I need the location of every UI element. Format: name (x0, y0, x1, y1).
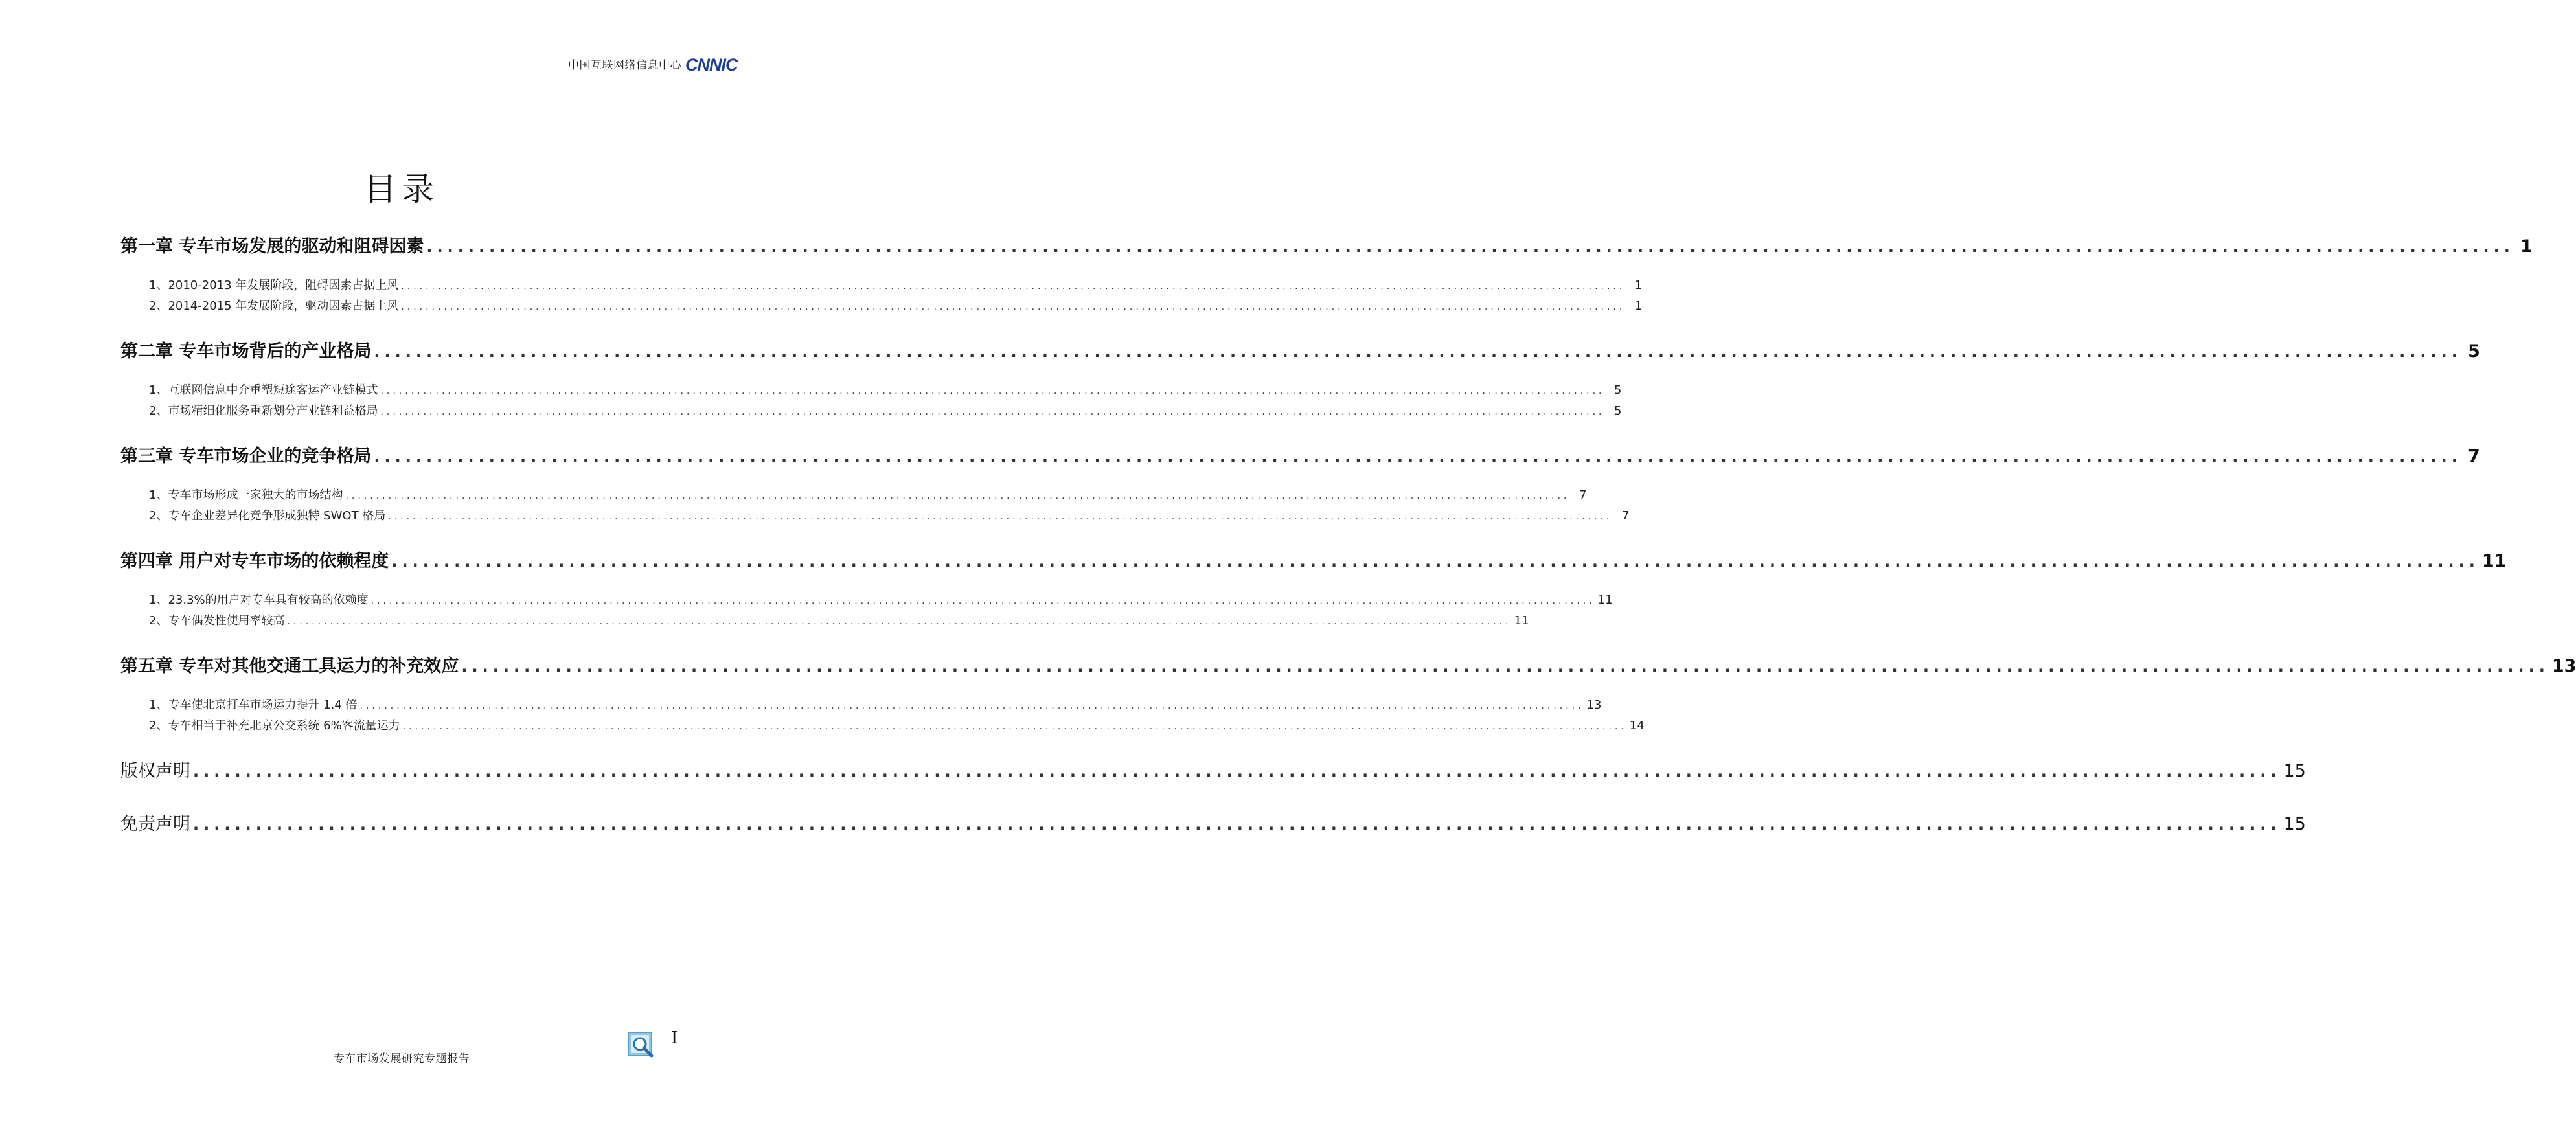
toc-dot-leader: ........................................................................................................................................................................................................ (401, 281, 1626, 291)
footer-report-title: 专车市场发展研究专题报告 (334, 1052, 470, 1065)
toc-dot-leader: ........................................................................................................................................................................................................ (388, 512, 1613, 522)
toc-page-number: 1 (1634, 299, 1643, 313)
toc-dot-leader: ........................................................................................................................................................................................................ (374, 343, 2462, 361)
toc-dot-leader: ........................................................................................................................................................................................................ (345, 491, 1570, 501)
toc-page-number: 11 (1514, 614, 1529, 628)
toc-section-entry[interactable] (149, 591, 1613, 608)
header-organization: 中国互联网络信息中心 (568, 59, 681, 72)
toc-entry-label: 版权声明 (120, 761, 190, 781)
toc-dot-leader: ........................................................................................................................................................................................................ (391, 552, 2479, 571)
toc-section-entry[interactable] (149, 276, 1643, 293)
toc-entry-label: 2、专车企业差异化竞争形成独特 SWOT 格局 (149, 509, 386, 523)
toc-page-number: 5 (1614, 383, 1622, 397)
toc-page-number: 7 (2468, 446, 2480, 466)
toc-dot-leader: ........................................................................................................................................................................................................ (359, 701, 1584, 711)
page-number: I (671, 1028, 678, 1048)
cnnic-logo (685, 56, 749, 73)
toc-entry-label: 第五章 专车对其他交通工具运力的补充效应 (120, 656, 459, 676)
toc-entry-label: 1、专车市场形成一家独大的市场结构 (149, 488, 343, 502)
toc-entry-label: 第三章 专车市场企业的竞争格局 (120, 446, 372, 466)
cnnic-logo-text: CNNIC (685, 55, 738, 74)
toc-dot-leader: ........................................................................................................................................................................................................ (370, 596, 1595, 606)
toc-dot-leader: ........................................................................................................................................................................................................ (193, 762, 2281, 780)
toc-dot-leader: ........................................................................................................................................................................................................ (401, 302, 1626, 312)
toc-section-entry[interactable] (149, 381, 1622, 398)
toc-page-number: 1 (2520, 236, 2533, 256)
toc-section-entry[interactable] (149, 716, 1645, 733)
toc-section-entry[interactable] (149, 611, 1529, 628)
toc-entry-label: 2、2014-2015 年发展阶段，驱动因素占据上风 (149, 299, 399, 313)
toc-entry-label: 1、2010-2013 年发展阶段，阻碍因素占据上风 (149, 278, 399, 292)
toc-dot-leader: ........................................................................................................................................................................................................ (380, 386, 1605, 396)
toc-entry-label: 第一章 专车市场发展的驱动和阻碍因素 (120, 236, 424, 256)
toc-section-entry[interactable] (149, 402, 1622, 418)
toc-entry-label: 2、市场精细化服务重新划分产业链利益格局 (149, 404, 378, 418)
toc-entry-label: 2、专车偶发性使用率较高 (149, 614, 285, 628)
toc-page-number: 15 (2283, 814, 2306, 834)
toc-page-number: 7 (1579, 488, 1587, 502)
toc-chapter-entry[interactable] (120, 442, 2480, 467)
toc-page-number: 15 (2283, 761, 2306, 781)
toc-dot-leader: ........................................................................................................................................................................................................ (287, 617, 1512, 627)
toc-chapter-entry[interactable] (120, 337, 2480, 362)
toc-dot-leader: ........................................................................................................................................................................................................ (426, 238, 2514, 256)
toc-page-number: 13 (2551, 656, 2576, 676)
toc-page-number: 14 (1629, 719, 1645, 733)
toc-entry-label: 1、专车使北京打车市场运力提升 1.4 倍 (149, 698, 358, 712)
toc-dot-leader: ........................................................................................................................................................................................................ (374, 448, 2462, 466)
toc-entry-label: 1、23.3%的用户对专车具有较高的依赖度 (149, 593, 369, 607)
toc-chapter-entry[interactable] (120, 232, 2533, 257)
toc-entry-label: 2、专车相当于补充北京公交系统 6%客流量运力 (149, 719, 400, 733)
toc-chapter-entry[interactable] (120, 756, 2306, 782)
toc-page-number: 13 (1586, 698, 1602, 712)
toc-page-number: 5 (2468, 341, 2480, 361)
toc-dot-leader: ........................................................................................................................................................................................................ (380, 407, 1605, 417)
toc-dot-leader: ........................................................................................................................................................................................................ (193, 815, 2281, 834)
toc-page-number: 11 (2481, 551, 2507, 571)
toc-page-number: 5 (1614, 404, 1622, 418)
toc-chapter-entry[interactable] (120, 810, 2306, 835)
toc-section-entry[interactable] (149, 297, 1643, 313)
toc-entry-label: 第四章 用户对专车市场的依赖程度 (120, 551, 389, 571)
toc-page-number: 1 (1634, 278, 1643, 292)
toc-page-number: 11 (1597, 593, 1613, 607)
toc-title: 目录 (364, 170, 439, 208)
toc-section-entry[interactable] (149, 486, 1587, 503)
toc-page-number: 7 (1621, 509, 1630, 523)
toc-section-entry[interactable] (149, 506, 1630, 523)
toc-section-entry[interactable] (149, 696, 1602, 712)
toc-chapter-entry[interactable] (120, 652, 2576, 677)
toc-entry-label: 第二章 专车市场背后的产业格局 (120, 341, 372, 361)
toc-chapter-entry[interactable] (120, 547, 2507, 572)
toc-entry-label: 1、互联网信息中介重塑短途客运产业链模式 (149, 383, 378, 397)
toc-entry-label: 免责声明 (120, 814, 190, 834)
toc-dot-leader: ........................................................................................................................................................................................................ (402, 721, 1627, 732)
toc-dot-leader: ........................................................................................................................................................................................................ (461, 657, 2549, 676)
